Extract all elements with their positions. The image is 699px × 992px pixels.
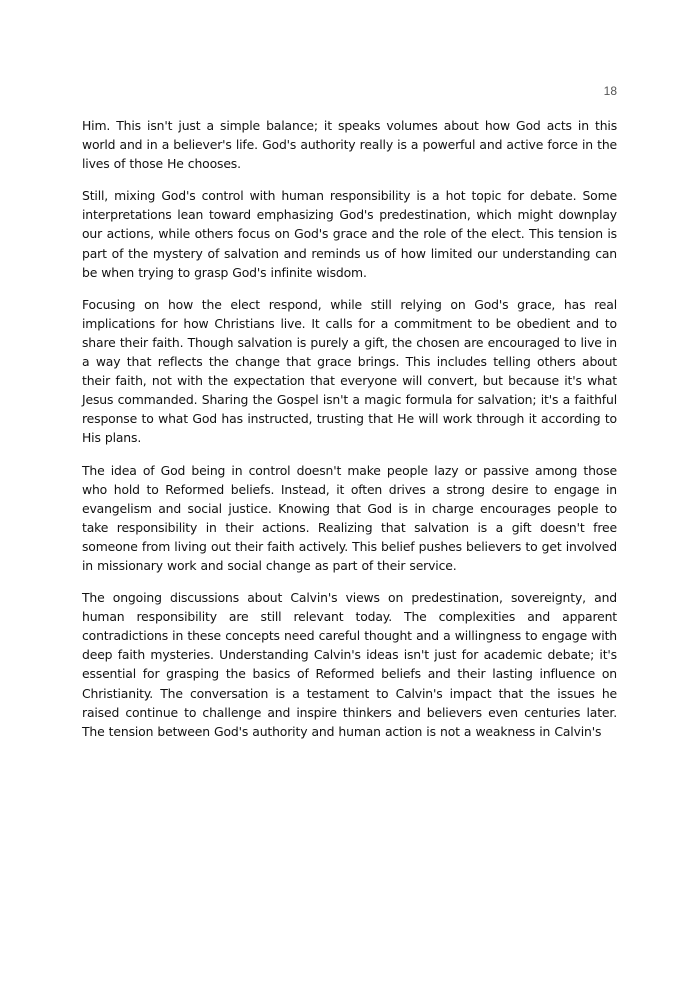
paragraph-2: Still, mixing God's control with human responsibility is a hot topic for debate. Some interpretations lean toward emphasizing God's predestination, which might downplay our actions, while others focus on God's grace and the role of the elect. This tension is part of the mystery of salvation and reminds us of how limited our understanding can be when trying to grasp God's infinite wisdom. xyxy=(82,188,617,280)
body-text xyxy=(82,116,617,754)
paragraph-5: The ongoing discussions about Calvin's views on predestination, sovereignty, and human responsibility are still relevant today. The complexities and apparent contradictions in these concepts need careful thought and a willingness to engage with deep faith mysteries. Understanding Calvin's ideas isn't just for academic debate; it's essential for grasping the basics of Reformed beliefs and their lasting influence on Christianity. The conversation is a testament to Calvin's impact that the issues he raised continue to challenge and inspire thinkers and believers even centuries later. The tension between God's authority and human action is not a weakness in Calvin's xyxy=(82,590,617,739)
paragraph-4: The idea of God being in control doesn't make people lazy or passive among those who hold to Reformed beliefs. Instead, it often drives a strong desire to engage in evangelism and social justice. Knowing that God is in charge encourages people to take responsibility in their actions. Realizing that salvation is a gift doesn't free someone from living out their faith actively. This belief pushes believers to get involved in missionary work and social change as part of their service. xyxy=(82,462,617,573)
paragraph-1: Him. This isn't just a simple balance; it speaks volumes about how God acts in this world and in a believer's life. God's authority really is a powerful and active force in the lives of those He chooses. xyxy=(82,118,617,172)
page-number: 18 xyxy=(603,84,617,98)
paragraph-3: Focusing on how the elect respond, while still relying on God's grace, has real implications for how Christians live. It calls for a commitment to be obedient and to share their faith. Though salvation is purely a gift, the chosen are encouraged to live in a way that reflects the change that grace brings. This includes telling others about their faith, not with the expectation that everyone will convert, but because it's what Jesus commanded. Sharing the Gospel isn't a magic formula for salvation; it's a faithful response to what God has instructed, trusting that He will work through it according to His plans. xyxy=(82,296,617,446)
